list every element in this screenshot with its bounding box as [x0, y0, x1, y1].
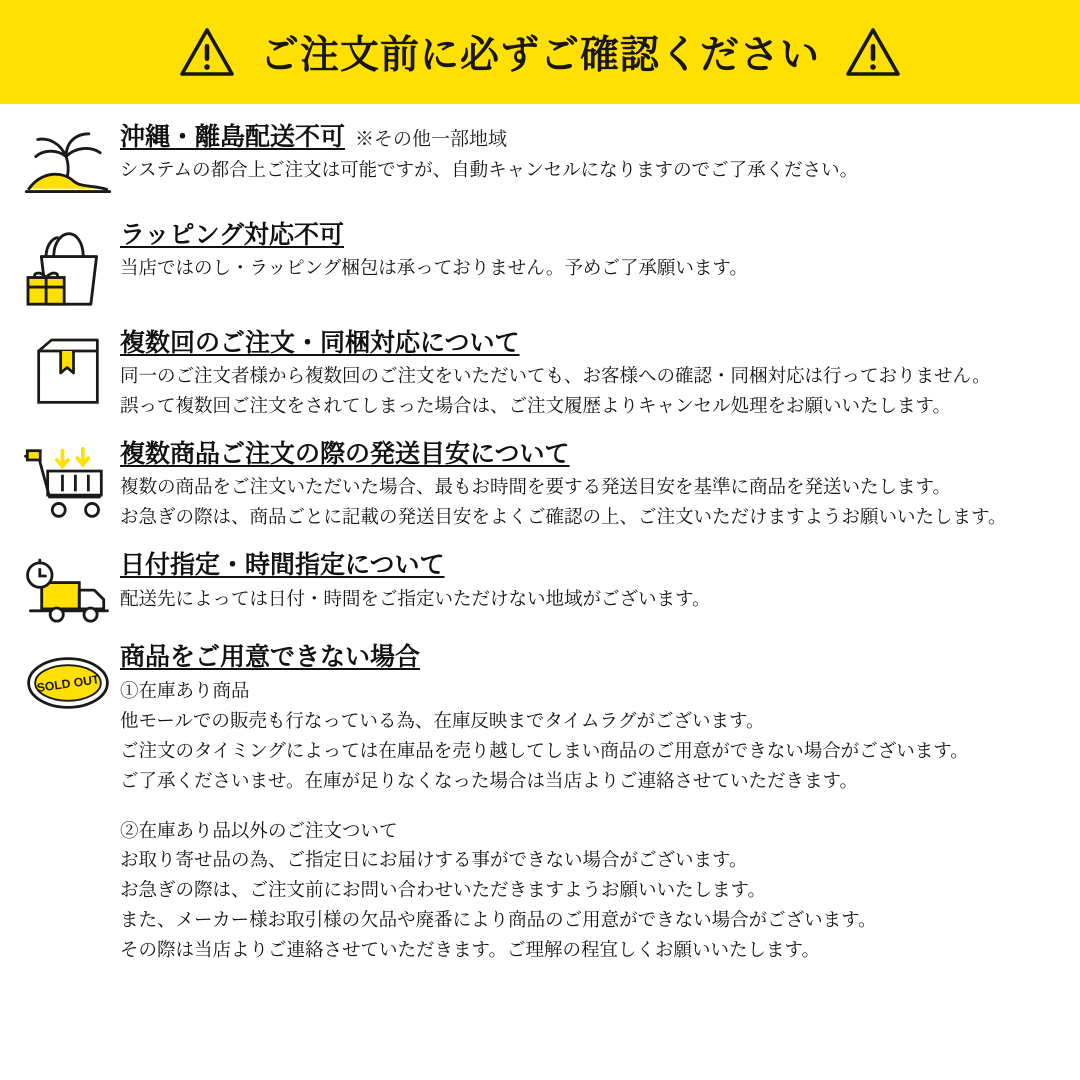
- section-line: また、メーカー様お取引様の欠品や廃番により商品のご用意ができない場合がございます。: [120, 909, 877, 931]
- section-line: その際は当店よりご連絡させていただきます。ご理解の程宜しくお願いいたします。: [120, 939, 821, 961]
- section-body: [118, 550, 1054, 613]
- notice-banner: [0, 0, 1080, 104]
- section-title: ラッピング対応不可: [120, 221, 345, 249]
- section-shipping-estimate-multiple-items: [0, 439, 1080, 532]
- section-line: お急ぎの際は、ご注文前にお問い合わせいただきますようお願いいたします。: [120, 879, 767, 901]
- shopping-cart-icon: [21, 447, 115, 521]
- section-line: お取り寄せ品の為、ご指定日にお届けする事ができない場合がございます。: [120, 849, 748, 871]
- section-line: ご注文のタイミングによっては在庫品を売り越してしまい商品のご用意ができない場合がございます。: [120, 739, 969, 761]
- page-title: ご注文前に必ずご確認ください: [259, 34, 820, 77]
- section-line: ②在庫あり品以外のご注文ついて: [120, 819, 398, 841]
- section-title: 商品をご用意できない場合: [120, 643, 421, 672]
- svg-text:SOLD OUT: SOLD OUT: [35, 672, 101, 696]
- section-line: 複数の商品をご注文いただいた場合、最もお時間を要する発送目安を基準に商品を発送いたします。: [120, 476, 952, 498]
- section-line: 誤って複数回ご注文をされてしまった場合は、ご注文履歴よりキャンセル処理をお願いいたします。: [120, 395, 952, 417]
- section-multiple-orders-bundling: [0, 328, 1080, 421]
- section-line: ご了承くださいませ。在庫が足りなくなった場合は当店よりご連絡させていただきます。: [120, 769, 858, 791]
- section-line: 他モールでの販売も行なっている為、在庫反映までタイムラグがございます。: [120, 709, 765, 731]
- section-body: [118, 439, 1054, 532]
- warning-triangle-icon: [846, 27, 900, 77]
- sold-out-badge-icon: [23, 652, 113, 714]
- section-heading: [120, 550, 1054, 581]
- section-line: システムの都合上ご注文は可能ですが、自動キャンセルになりますのでご了承ください。: [120, 159, 859, 181]
- section-heading: [120, 328, 1054, 359]
- section-date-time-designation: [0, 550, 1080, 626]
- icon-cell: [18, 328, 118, 410]
- section-line: 当店ではのし・ラッピング梱包は承っておりません。予めご了承願います。: [120, 257, 748, 279]
- section-heading: [120, 220, 1054, 251]
- section-body: [118, 328, 1054, 421]
- section-no-gift-wrapping: [0, 220, 1080, 308]
- icon-cell: [18, 220, 118, 308]
- icon-cell: [18, 550, 118, 626]
- icon-cell: [18, 439, 118, 521]
- icon-cell: [18, 642, 118, 714]
- section-title: 日付指定・時間指定について: [120, 551, 445, 580]
- section-line: ①在庫あり商品: [120, 679, 250, 701]
- section-heading: [120, 122, 1054, 153]
- warning-triangle-icon: [180, 27, 234, 77]
- section-heading: [120, 642, 1054, 673]
- section-line: 同一のご注文者様から複数回のご注文をいただいても、お客様への確認・同梱対応は行っておりません。: [120, 365, 991, 387]
- notice-sections: [0, 104, 1080, 965]
- section-title: 複数商品ご注文の際の発送目安について: [120, 440, 570, 469]
- section-body: [118, 642, 1054, 965]
- island-palm-icon: [22, 130, 114, 202]
- section-okinawa-remote-islands: [0, 122, 1080, 202]
- section-title: 複数回のご注文・同梱対応について: [120, 329, 520, 357]
- delivery-truck-clock-icon: [21, 558, 115, 626]
- gift-bag-icon: [22, 228, 114, 308]
- section-line: お急ぎの際は、商品ごとに記載の発送目安をよくご確認の上、ご注文いただけますようお願いいたします。: [120, 506, 1007, 528]
- section-subtitle: ※その他一部地域: [355, 129, 508, 150]
- section-body: [118, 122, 1054, 185]
- cardboard-box-icon: [24, 336, 112, 410]
- section-body: [118, 220, 1054, 283]
- icon-cell: [18, 122, 118, 202]
- section-line: 配送先によっては日付・時間をご指定いただけない地域がございます。: [120, 587, 711, 609]
- section-out-of-stock: [0, 642, 1080, 965]
- section-title: 沖縄・離島配送不可: [120, 123, 346, 151]
- section-heading: [120, 439, 1054, 470]
